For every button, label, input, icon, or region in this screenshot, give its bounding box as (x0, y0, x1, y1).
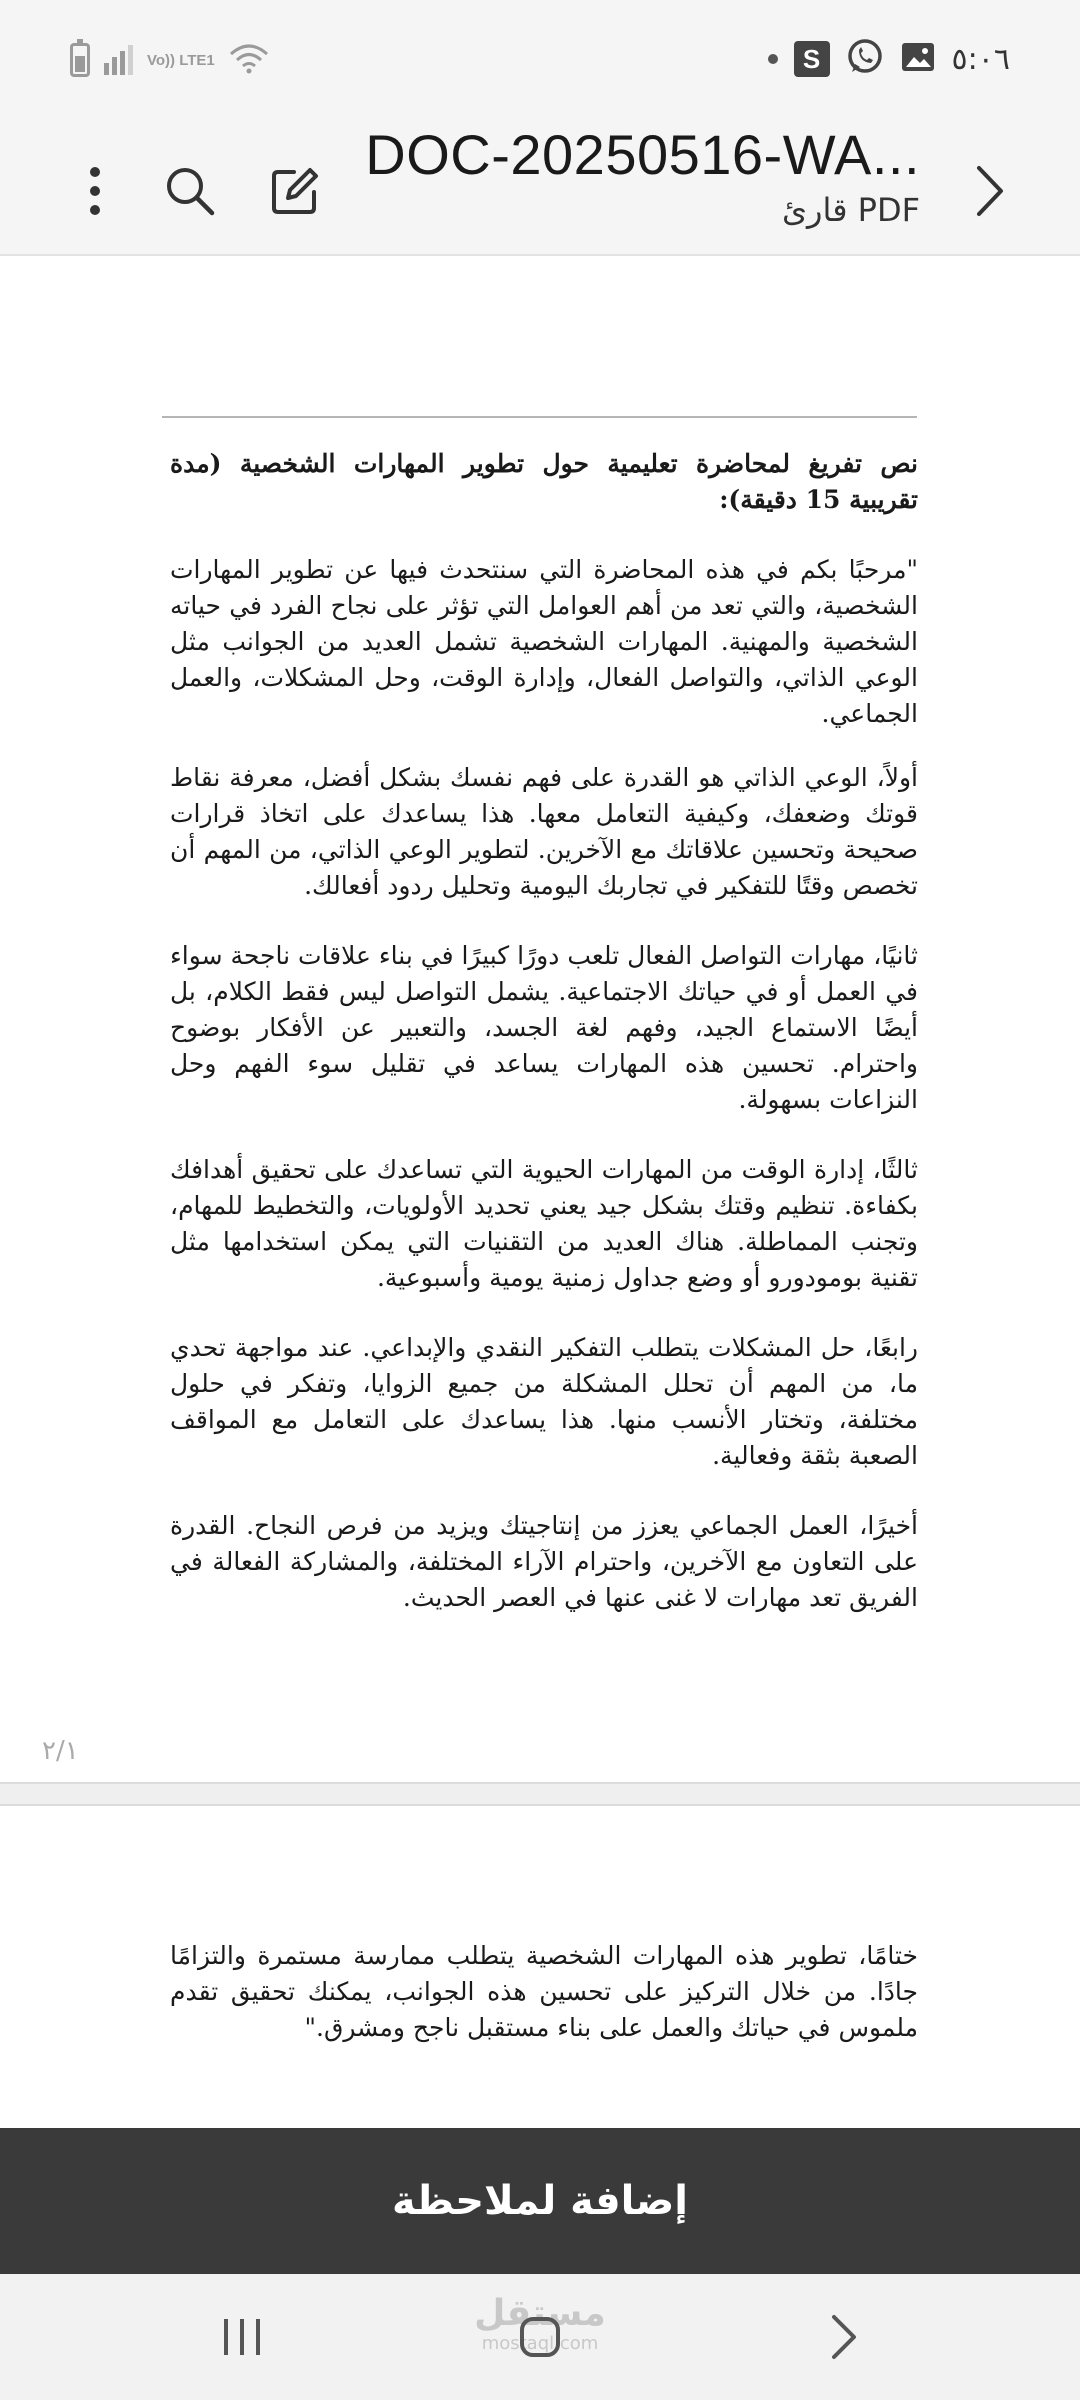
paragraph-self-awareness: أولاً، الوعي الذاتي هو القدرة على فهم نفسك بشكل أفضل، معرفة نقاط قوتك وضعفك، وكيفية التعامل معها. هذا يساعدك على اتخاذ قرارات صحيحة وتحسين علاقاتك مع الآخرين. لتطوير الوعي الذاتي، من المهم أن تخصص وقتًا للتفكير في تجاربك اليومية وتحليل ردود أفعالك. (170, 763, 918, 900)
status-left (70, 42, 269, 78)
edit-icon[interactable] (265, 161, 325, 221)
search-icon[interactable] (160, 161, 220, 221)
gallery-icon (900, 39, 936, 79)
wifi-icon (229, 42, 269, 78)
recents-icon[interactable] (202, 2302, 282, 2372)
title-block (360, 123, 920, 229)
page-indicator: ٢/١ (42, 1736, 79, 1766)
paragraph-teamwork: أخيرًا، العمل الجماعي يعزز من إنتاجيتك ويزيد من فرص النجاح. القدرة على التعاون مع الآخرين، واحترام الآراء المختلفة، والمشاركة الفعالة في الفريق تعد مهارات لا غنى عنها في العصر الحديث. (170, 1511, 918, 1612)
paragraph-time-management: ثالثًا، إدارة الوقت من المهارات الحيوية التي تساعدك على تحقيق أهدافك بكفاءة. تنظيم وقتك بشكل جيد يعني تحديد الأولويات، والتخطيط للمهام، وتجنب المماطلة. هناك العديد من التقنيات التي يمكن استخدامها مثل تقنية بومودورو أو وضع جداول زمنية يومية وأسبوعية. (170, 1155, 918, 1292)
network-label: Vo)) LTE1 (147, 51, 215, 69)
document-heading: نص تفريغ لمحاضرة تعليمية حول تطوير المهارات الشخصية (مدة تقريبية 15 دقيقة): (170, 449, 918, 514)
status-right (768, 38, 1010, 80)
whatsapp-icon (846, 38, 884, 80)
paragraph-conclusion: ختامًا، تطوير هذه المهارات الشخصية يتطلب ممارسة مستمرة والتزامًا جادًا. من خلال التركيز على تحسين هذه الجوانب، يمكنك تحقيق تقدم ملموس في حياتك والعمل على بناء مستقبل ناجح ومشرق." (170, 1941, 918, 2042)
home-icon[interactable] (500, 2302, 580, 2372)
dot-icon (768, 54, 778, 64)
s-app-icon: S (794, 41, 830, 77)
paragraph-communication: ثانيًا، مهارات التواصل الفعال تلعب دورًا كبيرًا في بناء علاقات ناجحة سواء في العمل أو في حياتك الاجتماعية. يشمل التواصل ليس فقط الكلام، بل أيضًا الاستماع الجيد، وفهم لغة الجسد، والتعبير عن الأفكار بوضوح واحترام. تحسين هذه المهارات يساعد في تقليل سوء الفهم وحل النزاعات بسهولة. (170, 941, 918, 1114)
document-subtitle: قارئ PDF (781, 191, 920, 229)
back-icon[interactable] (804, 2302, 884, 2372)
chevron-right-icon[interactable] (960, 161, 1020, 221)
pdf-page-1[interactable] (0, 256, 1080, 1782)
pdf-page-2[interactable] (0, 1806, 1080, 2128)
navigation-bar (0, 2274, 1080, 2400)
watermark: مستقل mostaql.com (474, 2293, 606, 2354)
page-divider (162, 416, 917, 418)
paragraph-problem-solving: رابعًا، حل المشكلات يتطلب التفكير النقدي والإبداعي. عند مواجهة تحدي ما، من المهم أن تحلل المشكلة من جميع الزوايا، وتفكر في حلول مختلفة، وتختار الأنسب منها. هذا يساعدك على التعامل مع المواقف الصعبة بثقة وفعالية. (170, 1333, 918, 1470)
document-title: DOC-20250516-WA... (365, 123, 920, 186)
status-bar (0, 0, 1080, 126)
app-bar (0, 123, 1080, 256)
clock: ٥:٠٦ (951, 41, 1010, 77)
battery-icon (70, 43, 90, 77)
paragraph-intro: "مرحبًا بكم في هذه المحاضرة التي سنتحدث فيها عن تطوير المهارات الشخصية، والتي تعد من أهم العوامل التي تؤثر على نجاح الفرد في حياته الشخصية والمهنية. المهارات الشخصية تشمل العديد من الجوانب مثل الوعي الذاتي، والتواصل الفعال، وإدارة الوقت، وحل المشكلات، والعمل الجماعي. (170, 555, 918, 728)
page-separator (0, 1782, 1080, 1806)
signal-icon (104, 45, 133, 75)
more-vert-icon[interactable] (70, 151, 120, 231)
add-note-button[interactable]: إضافة لملاحظة (0, 2128, 1080, 2274)
